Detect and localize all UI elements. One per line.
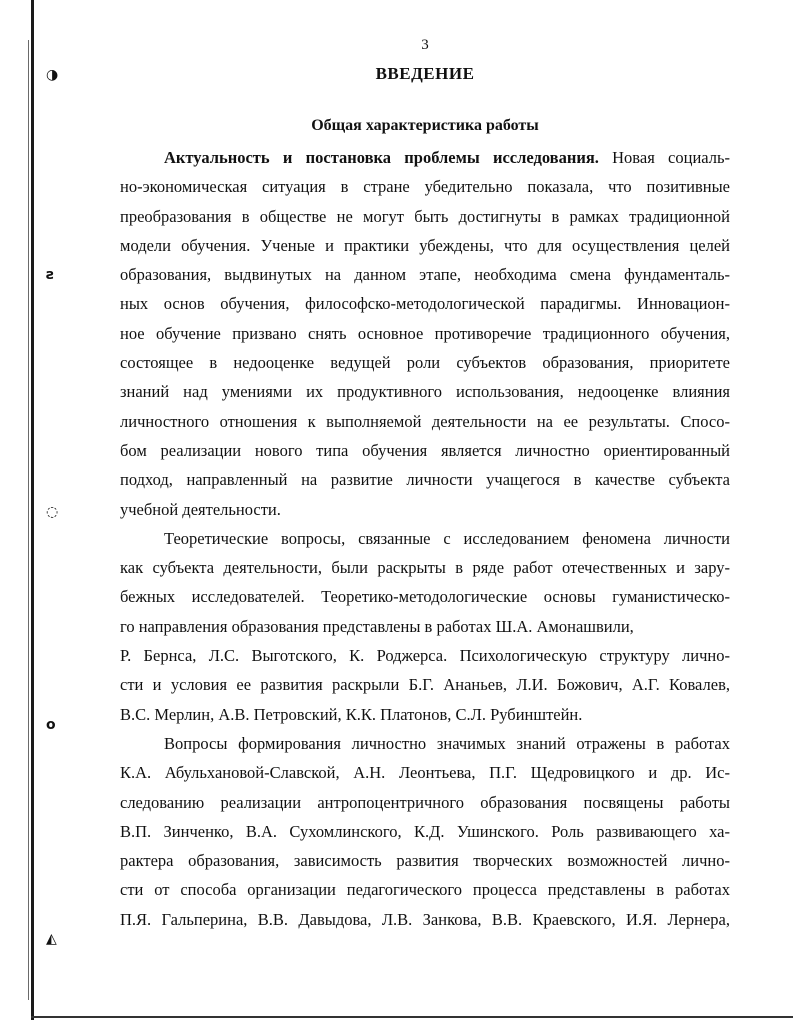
binding-hole-mark: ◭ — [46, 931, 57, 947]
text-line: образования, выдвинутых на данном этапе, необходима смена фундаменталь- — [120, 265, 730, 285]
binding-hole-mark: ◑ — [46, 67, 59, 83]
text-line: модели обучения. Ученые и практики убеждены, что для осуществления целей — [120, 235, 730, 255]
text-line: В.П. Зинченко, В.А. Сухомлинского, К.Д. Ушинского. Роль развивающего ха- — [120, 821, 730, 841]
scan-edge-bottom — [31, 1016, 793, 1018]
lead-phrase: Актуальность и постановка проблемы исследования. — [164, 148, 599, 167]
text-line: П.Я. Гальперина, В.В. Давыдова, Л.В. Занкова, В.В. Краевского, И.Я. Лернера, — [120, 909, 730, 929]
scan-edge-left — [31, 0, 34, 1020]
text-line: ных основ обучения, философско-методологической парадигмы. Инновацион- — [120, 294, 730, 314]
text-line: Теоретические вопросы, связанные с исследованием феномена личности — [164, 528, 730, 548]
text-line: го направления образования представлены в работах Ш.А. Амонашвили, — [120, 616, 634, 636]
text-line: учебной деятельности. — [120, 499, 281, 519]
binding-hole-mark: ◌ — [46, 504, 59, 520]
text-line: рактера образования, зависимость развития творческих возможностей лично- — [120, 851, 730, 871]
text-line: знаний над умениями их продуктивного использования, недооценке влияния — [120, 382, 730, 402]
text-line: личностного отношения к выполняемой деятельности на ее результаты. Спосо- — [120, 411, 730, 431]
text-line: следованию реализации антропоцентричного образования посвящены работы — [120, 792, 730, 812]
text-line: бом реализации нового типа обучения является личностно ориентированный — [120, 440, 730, 460]
text-line: сти и условия ее развития раскрыли Б.Г. Ананьев, Л.И. Божович, А.Г. Ковалев, — [120, 675, 730, 695]
binding-hole-mark: ƨ — [46, 267, 55, 283]
text-line: как субъекта деятельности, были раскрыты в ряде работ отечественных и зару- — [120, 558, 730, 578]
text-line: Р. Бернса, Л.С. Выготского, К. Роджерса. Психологическую структуру лично- — [120, 646, 730, 666]
page-number: 3 — [421, 37, 429, 53]
text-line: подход, направленный на развитие личности учащегося в качестве субъекта — [120, 470, 730, 490]
text-line: бежных исследователей. Теоретико-методологические основы гуманистическо- — [120, 587, 730, 607]
text-line: Вопросы формирования личностно значимых знаний отражены в работах — [164, 733, 730, 753]
text-line: но-экономическая ситуация в стране убедительно показала, что позитивные — [120, 177, 730, 197]
text-line: В.С. Мерлин, А.В. Петровский, К.К. Платонов, С.Л. Рубинштейн. — [120, 704, 583, 724]
section-title: Общая характеристика работы — [311, 117, 539, 134]
text-line: К.А. Абульхановой-Славской, А.Н. Леонтьева, П.Г. Щедровицкого и др. Ис- — [120, 763, 730, 783]
text-line: Актуальность и постановка проблемы исследования. Новая социаль- — [164, 148, 730, 167]
text-line: сти от способа организации педагогического процесса представлены в работах — [120, 880, 730, 900]
text-line: преобразования в обществе не могут быть достигнуты в рамках традиционной — [120, 206, 730, 226]
scan-edge-left-thin — [28, 40, 29, 1000]
binding-hole-mark: o — [46, 717, 56, 733]
text-line: ное обучение призвано снять основное противоречие традиционного обучения, — [120, 323, 730, 343]
body-text — [120, 143, 730, 934]
text-line: состоящее в недооценке ведущей роли субъектов образования, приоритете — [120, 353, 730, 373]
page-title: ВВЕДЕНИЕ — [375, 64, 475, 83]
